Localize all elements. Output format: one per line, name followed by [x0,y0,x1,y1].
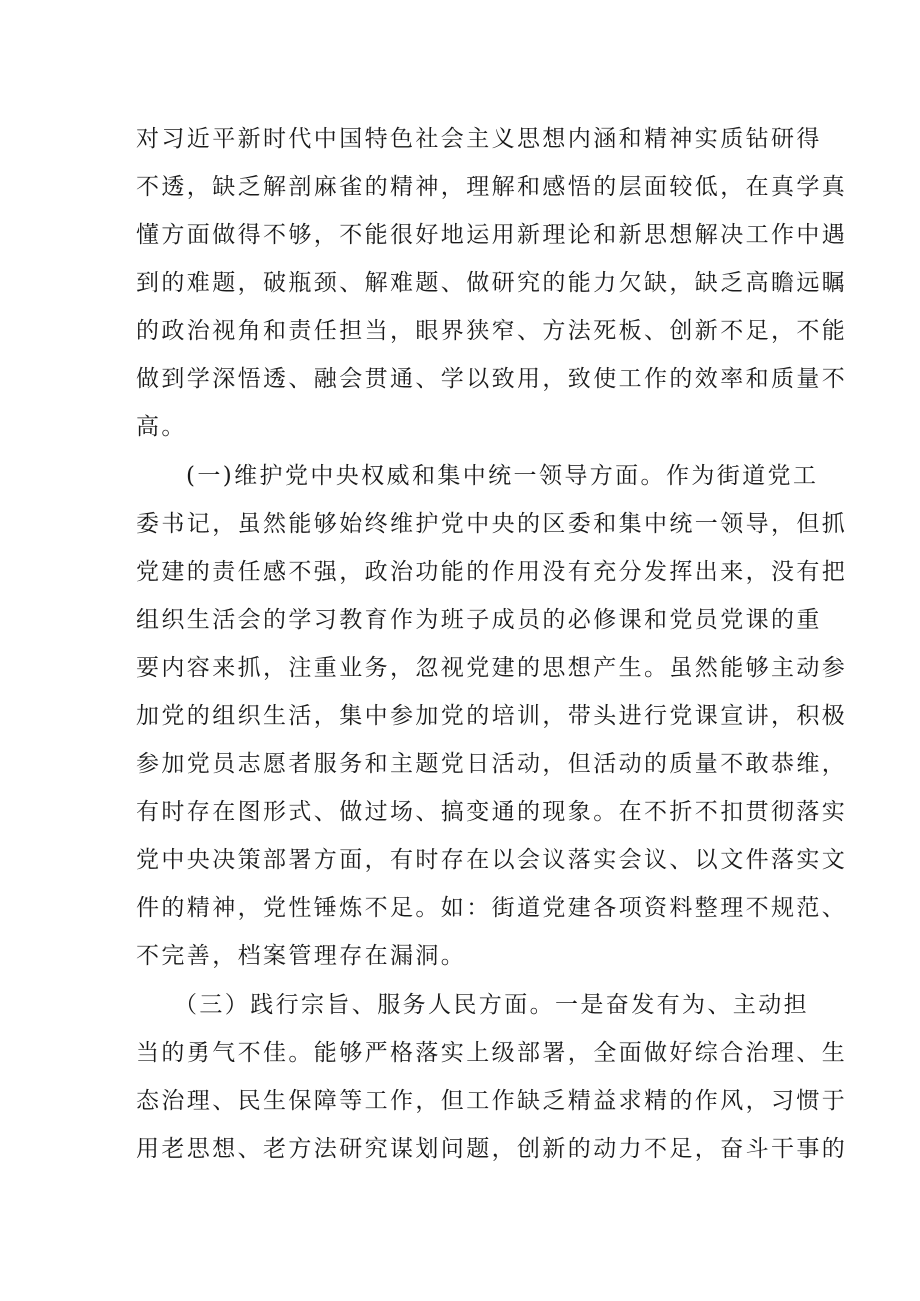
paragraph-3-line-4: 用老思想、老方法研究谋划问题，创新的动力不足，奋斗干事的 [136,1136,848,1162]
paragraph-3-line-1: （三）践行宗旨、服务人民方面。一是奋发有为、主动担 [174,992,809,1018]
paragraph-2-line-5: 要内容来抓，注重业务，忽视党建的思想产生。虽然能够主动参 [136,655,848,681]
paragraph-1-line-7: 高。 [136,414,187,440]
paragraph-2-line-11: 不完善，档案管理存在漏洞。 [136,943,467,969]
paragraph-2-line-4: 组织生活会的学习教育作为班子成员的必修课和党员党课的重 [136,607,822,633]
paragraph-1-line-4: 到的难题，破瓶颈、解难题、做研究的能力欠缺，缺乏高瞻远瞩 [136,270,848,296]
paragraph-1-line-1: 对习近平新时代中国特色社会主义思想内涵和精神实质钻研得 [136,126,822,152]
paragraph-2-line-3: 党建的责任感不强，政治功能的作用没有充分发挥出来，没有把 [136,559,848,585]
paragraph-1-line-6: 做到学深悟透、融会贯通、学以致用，致使工作的效率和质量不 [136,366,848,392]
paragraph-1-line-5: 的政治视角和责任担当，眼界狭窄、方法死板、创新不足，不能 [136,318,848,344]
paragraph-3-line-3: 态治理、民生保障等工作，但工作缺乏精益求精的作风，习惯于 [136,1088,848,1114]
paragraph-2-line-8: 有时存在图形式、做过场、搞变通的现象。在不折不扣贯彻落实 [136,799,848,825]
paragraph-2-line-7: 参加党员志愿者服务和主题党日活动，但活动的质量不敢恭维， [136,751,848,777]
paragraph-3-line-2: 当的勇气不佳。能够严格落实上级部署，全面做好综合治理、生 [136,1040,848,1066]
paragraph-2-line-10: 件的精神，党性锤炼不足。如：街道党建各项资料整理不规范、 [136,895,848,921]
paragraph-2-line-6: 加党的组织生活，集中参加党的培训，带头进行党课宣讲，积极 [136,703,848,729]
paragraph-2-line-1: (一)维护党中央权威和集中统一领导方面。作为街道党工 [186,463,819,489]
paragraph-2-line-2: 委书记，虽然能够始终维护党中央的区委和集中统一领导，但抓 [136,511,848,537]
paragraph-2-line-9: 党中央决策部署方面，有时存在以会议落实会议、以文件落实文 [136,847,848,873]
paragraph-1-line-3: 懂方面做得不够，不能很好地运用新理论和新思想解决工作中遇 [136,222,848,248]
paragraph-1-line-2: 不透，缺乏解剖麻雀的精神，理解和感悟的层面较低，在真学真 [136,174,848,200]
